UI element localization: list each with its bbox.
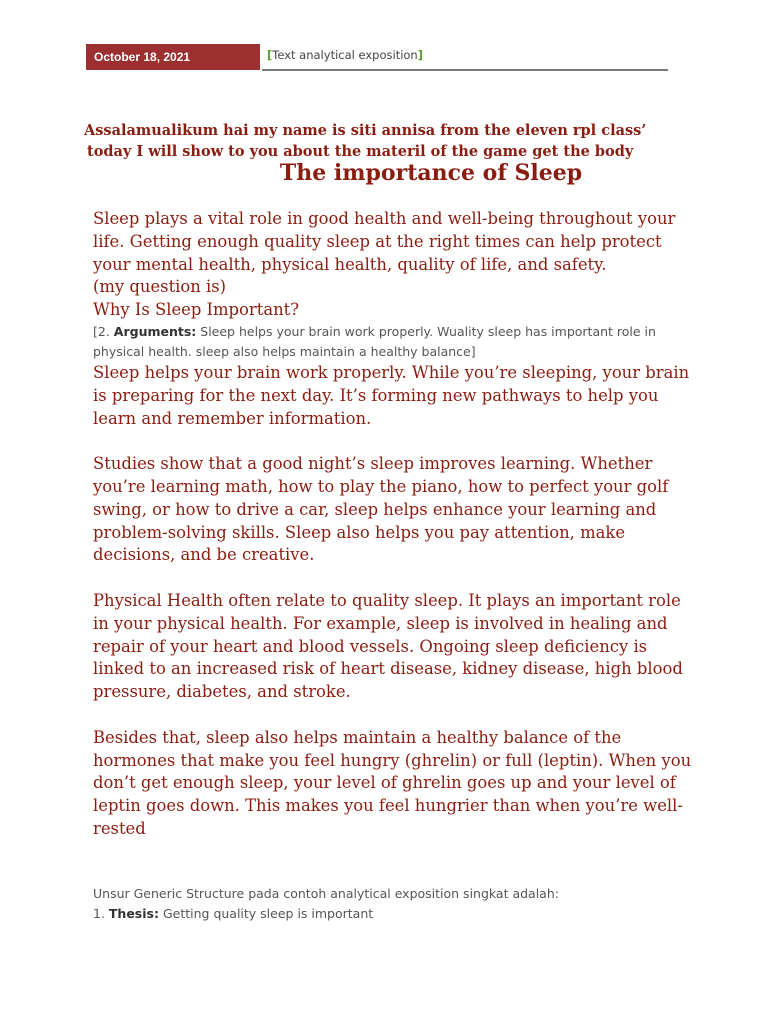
intro-text bbox=[84, 120, 704, 162]
arguments-label: Arguments: bbox=[113, 323, 197, 339]
paragraph-hormones: Besides that, sleep also helps maintain a healthy balance of the hormones that make you feel hungry (ghrelin) or full (leptin). When you don’t get enough sleep, your level of ghrelin goes up and your level of leptin goes down. This makes you feel hungrier than when you’re well-rested bbox=[93, 727, 692, 838]
document-type-label bbox=[267, 48, 423, 62]
paragraph-gap bbox=[93, 704, 693, 727]
question-note: (my question is) bbox=[93, 277, 227, 297]
arguments-text: Sleep helps your brain work properly. Wuality sleep has important role in physical health. sleep also helps maintain a healthy balance] bbox=[93, 323, 656, 359]
date-badge bbox=[86, 44, 260, 70]
thesis-text: Getting quality sleep is important bbox=[158, 906, 374, 921]
document-type-text: Text analytical exposition bbox=[272, 48, 418, 62]
structure-intro: Unsur Generic Structure pada contoh analytical exposition singkat adalah: bbox=[93, 886, 559, 901]
paragraph-gap bbox=[93, 430, 693, 453]
bracket-close: ] bbox=[417, 48, 423, 62]
page-title: The importance of Sleep bbox=[279, 160, 583, 186]
intro-line-1: Assalamualikum hai my name is siti annisa from the eleven rpl class’ bbox=[84, 122, 647, 139]
paragraph-learning: Studies show that a good night’s sleep improves learning. Whether you’re learning math, how to play the piano, how to perfect your golf swing, or how to drive a car, sleep helps enhance your learning and problem-solving skills. Sleep also helps you pay attention, make decisions, and be creative. bbox=[93, 454, 669, 565]
date-text: October 18, 2021 bbox=[94, 50, 191, 64]
bracket-open: [ bbox=[267, 48, 273, 62]
paragraph-brain: Sleep helps your brain work properly. While you’re sleeping, your brain is preparing for the next day. It’s forming new pathways to help you learn and remember information. bbox=[93, 362, 690, 428]
article-body bbox=[93, 208, 693, 841]
header-divider bbox=[262, 69, 668, 71]
paragraph-gap bbox=[93, 567, 693, 590]
thesis-line bbox=[93, 904, 693, 924]
intro-line-2: today I will show to you about the materil of the game get the body bbox=[87, 143, 634, 160]
paragraph-physical-health: Physical Health often relate to quality sleep. It plays an important role in your physical health. For example, sleep is involved in healing and repair of your heart and blood vessels. Ongoing sleep deficiency is linked to an increased risk of heart disease, kidney disease, high blood pressure, diabetes, and stroke. bbox=[93, 590, 683, 702]
thesis-prefix: 1. bbox=[93, 906, 109, 921]
question-heading: Why Is Sleep Important? bbox=[93, 300, 300, 320]
generic-structure-notes bbox=[93, 884, 693, 924]
thesis-label: Thesis: bbox=[108, 906, 159, 921]
arguments-prefix: [2. bbox=[93, 323, 114, 339]
arguments-note bbox=[93, 322, 663, 362]
paragraph-intro: Sleep plays a vital role in good health and well-being throughout your life. Getting enough quality sleep at the right times can help protect your mental health, physical health, quality of life, and safety. bbox=[93, 209, 676, 274]
